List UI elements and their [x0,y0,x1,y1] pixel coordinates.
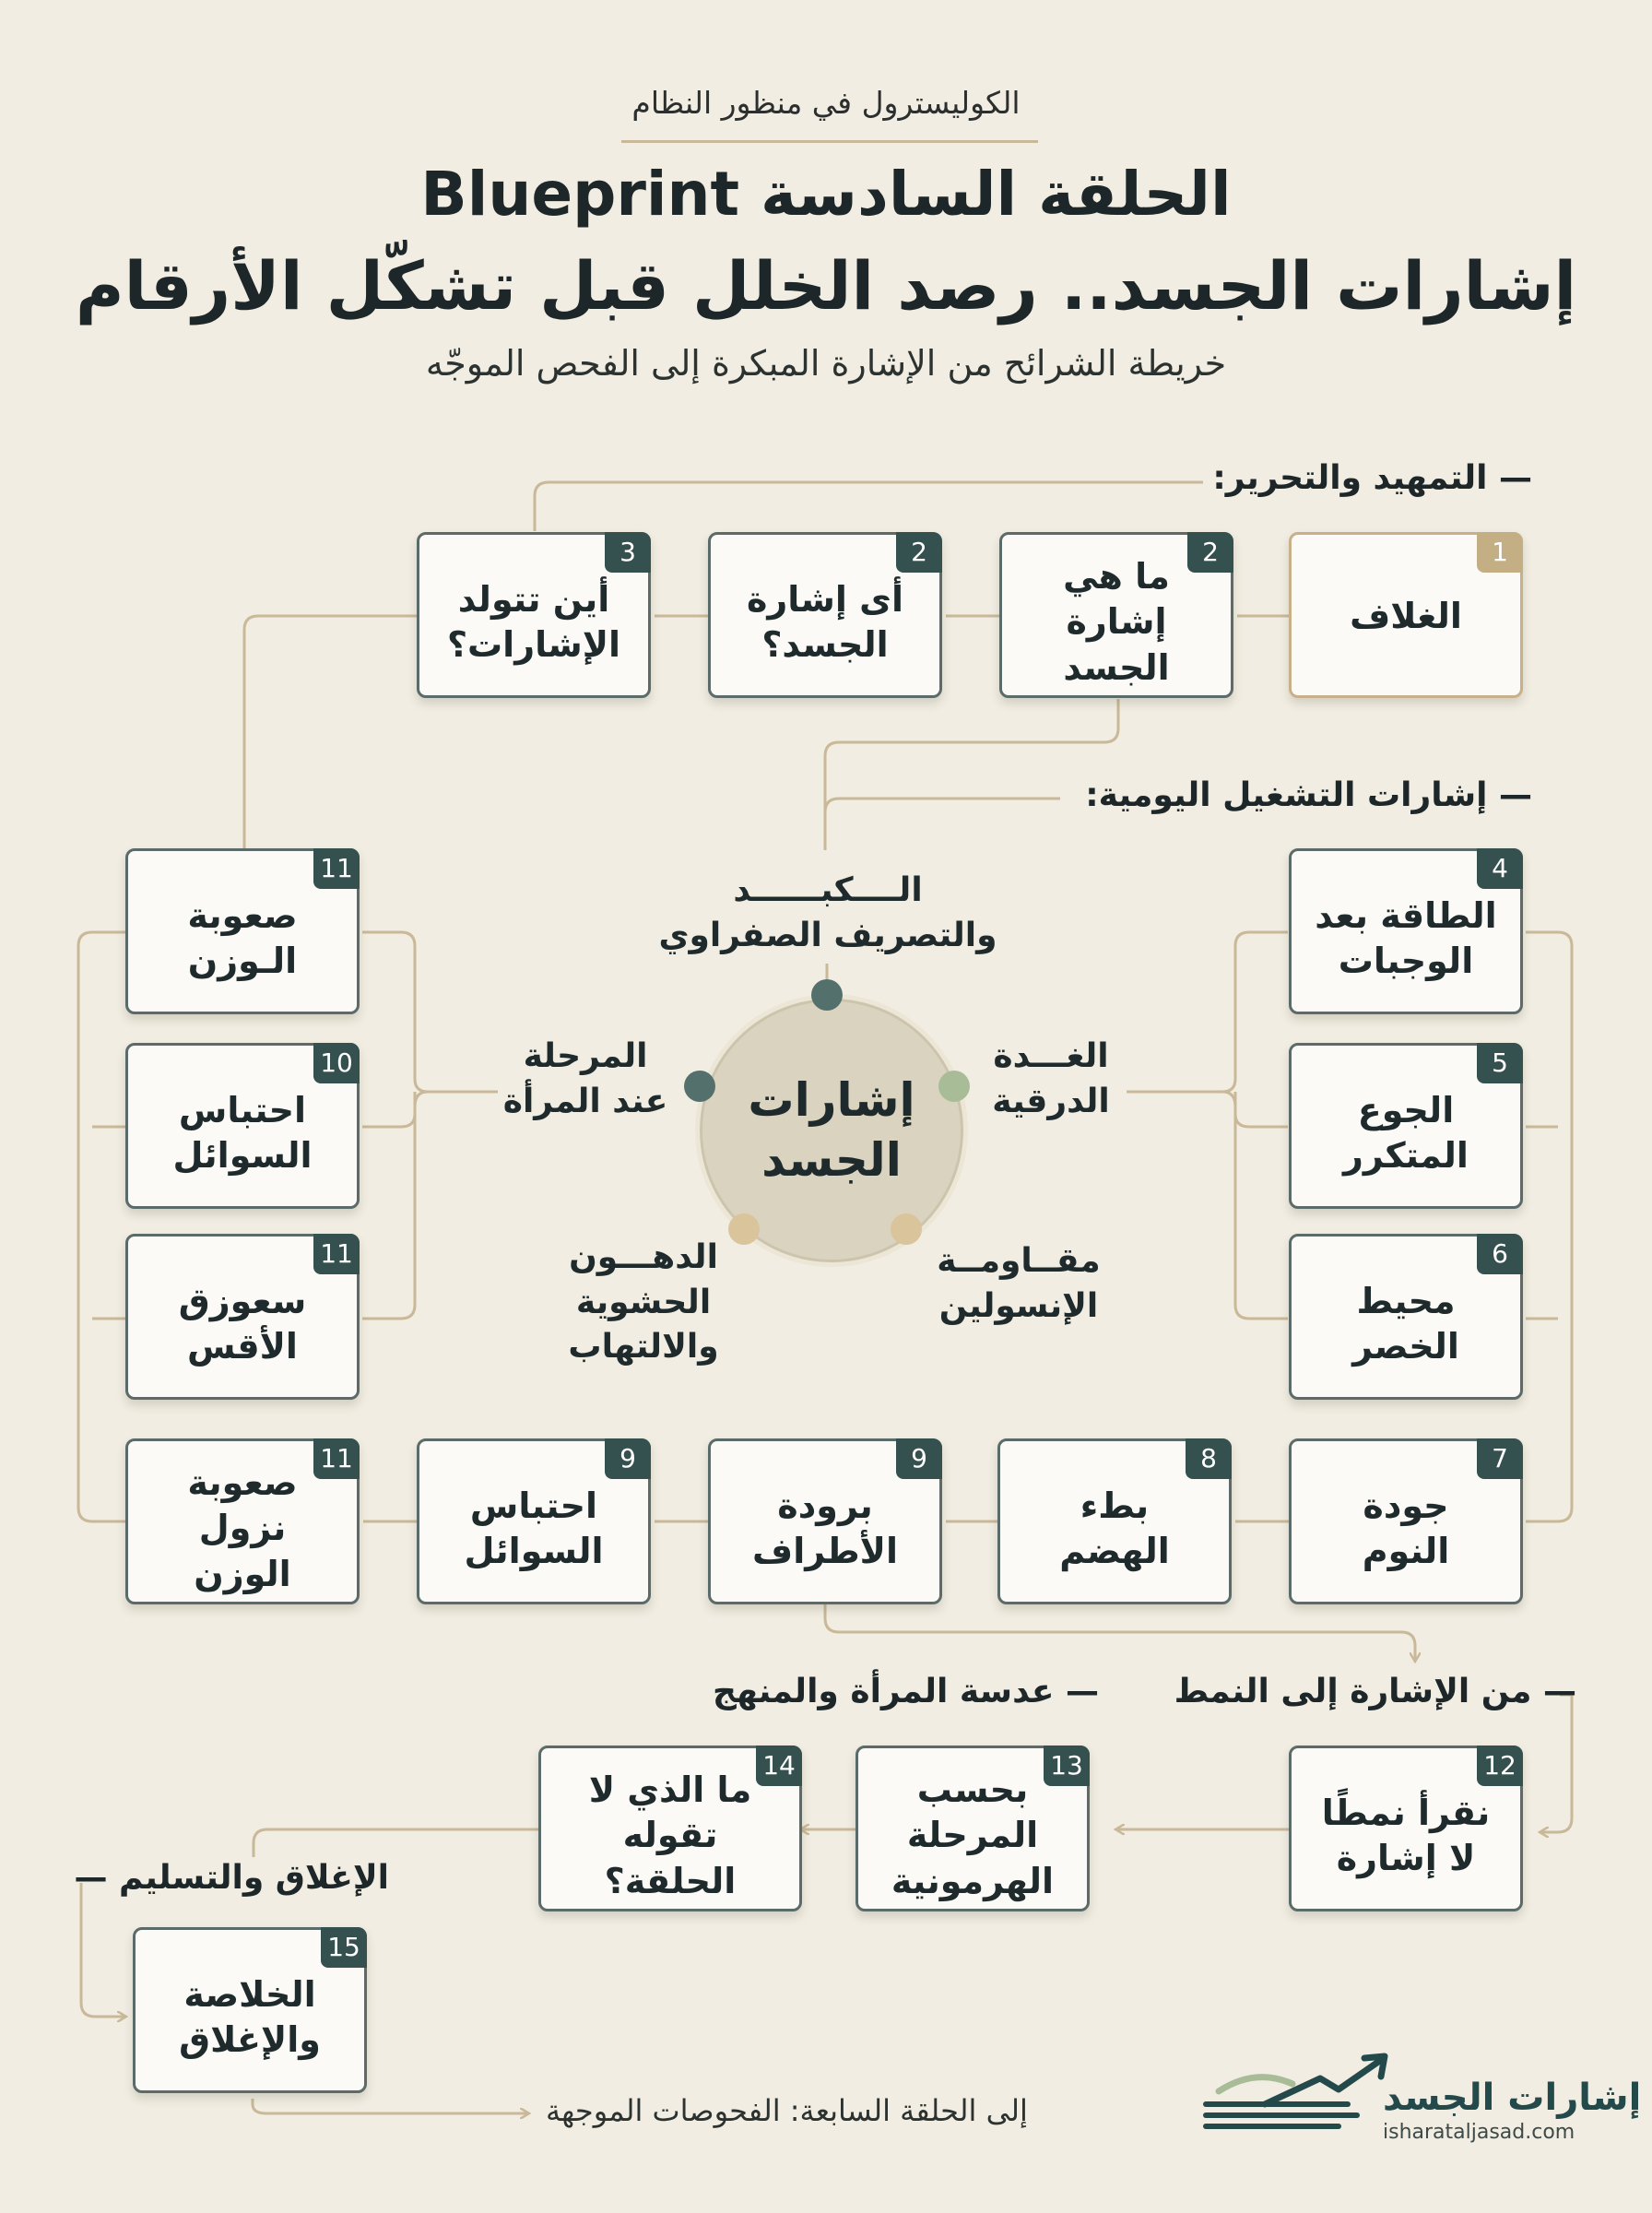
hub-label-visceral-fat: الدهـــون الحشوية والالتهاب [568,1238,719,1367]
card-number-badge: 2 [1187,532,1233,573]
card-pelvis[interactable] [125,1234,360,1400]
card-number-badge: 1 [1477,532,1523,573]
card-label: نقرأ نمطًا لا إشارة [1321,1792,1491,1878]
card-fluid-retention[interactable] [125,1043,360,1209]
card-label: جودة النوم [1362,1485,1450,1571]
card-digestion[interactable] [997,1438,1232,1604]
card-number-badge: 10 [313,1043,360,1083]
card-label: ما الذي لا تقوله الحلقة؟ [588,1769,752,1901]
line-pelvis-fork [362,1092,428,1319]
line-cold-down [825,1604,1415,1660]
card-number-badge: 7 [1477,1438,1523,1479]
line-daily-bracket [825,799,1060,850]
card-hunger[interactable] [1289,1043,1523,1209]
line-unsaid-closing [254,1829,538,1857]
line-fluid-fork [362,1092,415,1127]
card-sleep[interactable] [1289,1438,1523,1604]
hub-node-thyroid [938,1071,970,1102]
card-label: الجوع المتكرر [1343,1089,1469,1176]
card-energy[interactable] [1289,848,1523,1014]
logo-name: إشارات الجسد [1383,2077,1642,2119]
line-what-down [825,699,1118,850]
card-label: برودة الأطراف [752,1485,898,1571]
card-label: الغلاف [1350,596,1462,637]
card-label: أين تتولد الإشارات؟ [446,578,621,665]
title-episode: الحلقة السادسة Blueprint [420,159,1232,230]
card-number-badge: 11 [313,848,360,889]
card-summary[interactable] [133,1927,367,2093]
card-label: الطاقة بعد الوجبات [1315,894,1497,981]
line-where-left [244,616,417,848]
card-number-badge: 5 [1477,1043,1523,1083]
rising-arrow-waves-icon [1200,2053,1394,2132]
card-number-badge: 8 [1186,1438,1232,1479]
hub-body-signals: إشارات الجسد [695,994,968,1267]
card-label: احتباس السوائل [464,1485,604,1571]
card-number-badge: 14 [756,1746,802,1786]
line-right-outer [1526,932,1572,1521]
card-number-badge: 11 [313,1438,360,1479]
hub-node-liver [811,979,843,1011]
line-weight-fork [362,932,428,1092]
line-intro-top [535,482,1203,531]
section-lens: — عدسة المرأة والمنهج [713,1673,1099,1710]
card-what-not-said[interactable] [538,1746,802,1911]
card-label: الخلاصة والإغلاق [179,1973,321,2060]
card-label: أى إشارة الجسد؟ [746,578,904,665]
card-cold-extremities[interactable] [708,1438,942,1604]
card-label: احتباس السوائل [172,1089,313,1176]
card-label: بطء الهضم [1059,1485,1170,1571]
hub-label-thyroid: الغـــدة الدرقية [992,1037,1110,1120]
card-label: ما هي إشارة الجسد [1063,555,1170,688]
hub-node-women [684,1071,715,1102]
card-number-badge: 12 [1477,1746,1523,1786]
card-what-is-signal[interactable] [999,532,1233,698]
section-daily: — إشارات التشغيل اليومية: [1085,776,1532,814]
line-hunger-fork [1235,1092,1288,1127]
card-number-badge: 4 [1477,848,1523,889]
section-pattern: — من الإشارة إلى النمط [1174,1673,1576,1710]
line-left-outer [78,932,125,1521]
kicker: الكوليسترول في منظور النظام [631,85,1021,121]
card-number-badge: 9 [896,1438,942,1479]
card-number-badge: 13 [1044,1746,1090,1786]
card-weight-loss[interactable] [125,1438,360,1604]
line-energy-fork [1222,932,1288,1092]
line-waist-fork [1222,1092,1288,1319]
card-number-badge: 6 [1477,1234,1523,1274]
card-label: صعوبة نزول الوزن [187,1462,298,1594]
card-label: سعوزق الأقس [178,1280,307,1367]
card-hormonal-phase[interactable] [856,1746,1090,1911]
page-title: إشارات الجسد.. رصد الخلل قبل تشكّل الأرقام [75,247,1577,325]
line-summary-next [253,2099,527,2113]
card-number-badge: 15 [321,1927,367,1968]
card-label: بحسب المرحلة الهرمونية [891,1769,1055,1901]
hub-label-liver: الــــكبــــــد والتصريف الصفراوي [658,871,997,954]
card-fluid-retention-2[interactable] [417,1438,651,1604]
card-label: محيط الخصر [1352,1280,1459,1367]
next-episode-note: إلى الحلقة السابعة: الفحوصات الموجهة [546,2093,1028,2128]
hub-label-insulin: مقــاومــة الإنسولين [937,1242,1101,1325]
section-intro: — التمهيد والتحرير: [1212,459,1532,497]
card-number-badge: 9 [605,1438,651,1479]
card-weight[interactable] [125,848,360,1014]
kicker-rule [621,140,1038,143]
card-waist[interactable] [1289,1234,1523,1400]
subtitle: خريطة الشرائح من الإشارة المبكرة إلى الفحص الموجّه [425,343,1227,384]
card-cover[interactable] [1289,532,1523,698]
line-pattern-bracket [1541,1695,1572,1832]
section-closing: الإغلاق والتسليم — [74,1859,389,1897]
card-number-badge: 11 [313,1234,360,1274]
card-where-signals[interactable] [417,532,651,698]
hub-label-women: المرحلة عند المرأة [502,1037,668,1120]
line-closing-summary [81,1883,124,2017]
card-number-badge: 2 [896,532,942,573]
card-which-signal[interactable] [708,532,942,698]
card-read-pattern[interactable] [1289,1746,1523,1911]
card-number-badge: 3 [605,532,651,573]
hub-node-insulin [891,1213,922,1245]
logo-url[interactable]: isharataljasad.com [1383,2121,1575,2144]
card-label: صعوبة الـوزن [187,894,298,981]
